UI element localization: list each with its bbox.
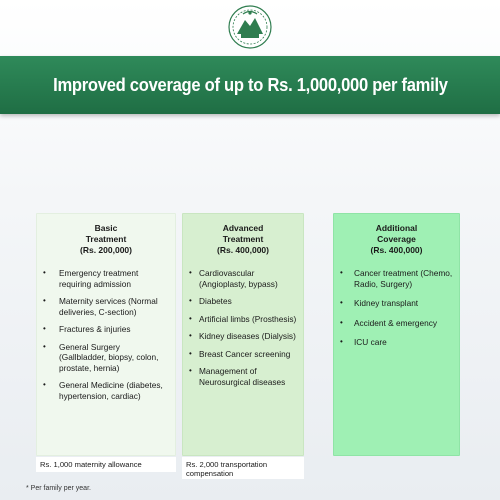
advanced-treatment-column	[182, 213, 304, 456]
additional-coverage-column	[333, 213, 460, 456]
heading-line: Advanced	[222, 223, 264, 233]
list-item: • Accident & emergency	[340, 318, 453, 329]
list-item: • Management of Neurosurgical diseases	[189, 366, 297, 387]
list-item: • Cardiovascular (Angioplasty, bypass)	[189, 268, 297, 289]
government-seal-icon	[227, 4, 273, 50]
heading-line: Treatment	[222, 234, 264, 244]
heading-line: Treatment	[85, 234, 127, 244]
coverage-list	[340, 268, 453, 348]
footnote: * Per family per year.	[26, 485, 91, 492]
list-item: • Kidney diseases (Dialysis)	[189, 331, 297, 342]
heading-line: Basic	[94, 223, 118, 233]
coverage-list	[43, 268, 169, 401]
list-item: • Cancer treatment (Chemo, Radio, Surgery)	[340, 268, 453, 289]
list-item: • Artificial limbs (Prosthesis)	[189, 314, 297, 325]
list-item: • Fractures & injuries	[43, 324, 169, 335]
column-heading	[340, 223, 453, 256]
list-item: • Diabetes	[189, 296, 297, 307]
page-title: Improved coverage of up to Rs. 1,000,000 per family	[52, 74, 448, 95]
list-item: • Maternity services (Normal deliveries, C-section)	[43, 296, 169, 317]
heading-line: Additional	[375, 223, 418, 233]
column-heading	[189, 223, 297, 256]
list-item: • Breast Cancer screening	[189, 349, 297, 360]
list-item: • ICU care	[340, 337, 453, 348]
column-heading	[43, 223, 169, 256]
title-banner	[0, 56, 500, 114]
heading-line: Coverage	[377, 234, 416, 244]
coverage-list	[189, 268, 297, 387]
heading-amount: (Rs. 200,000)	[80, 245, 132, 255]
list-item: • General Surgery (Gallbladder, biopsy, colon, prostate, hernia)	[43, 342, 169, 374]
list-item: • Kidney transplant	[340, 298, 453, 309]
list-item: • General Medicine (diabetes, hypertension, cardiac)	[43, 380, 169, 401]
heading-amount: (Rs. 400,000)	[217, 245, 269, 255]
transportation-compensation-note: Rs. 2,000 transportation compensation	[182, 457, 304, 479]
maternity-allowance-note: Rs. 1,000 maternity allowance	[36, 457, 176, 472]
basic-treatment-column	[36, 213, 176, 456]
heading-amount: (Rs. 400,000)	[370, 245, 423, 255]
list-item: • Emergency treatment requiring admission	[43, 268, 169, 289]
